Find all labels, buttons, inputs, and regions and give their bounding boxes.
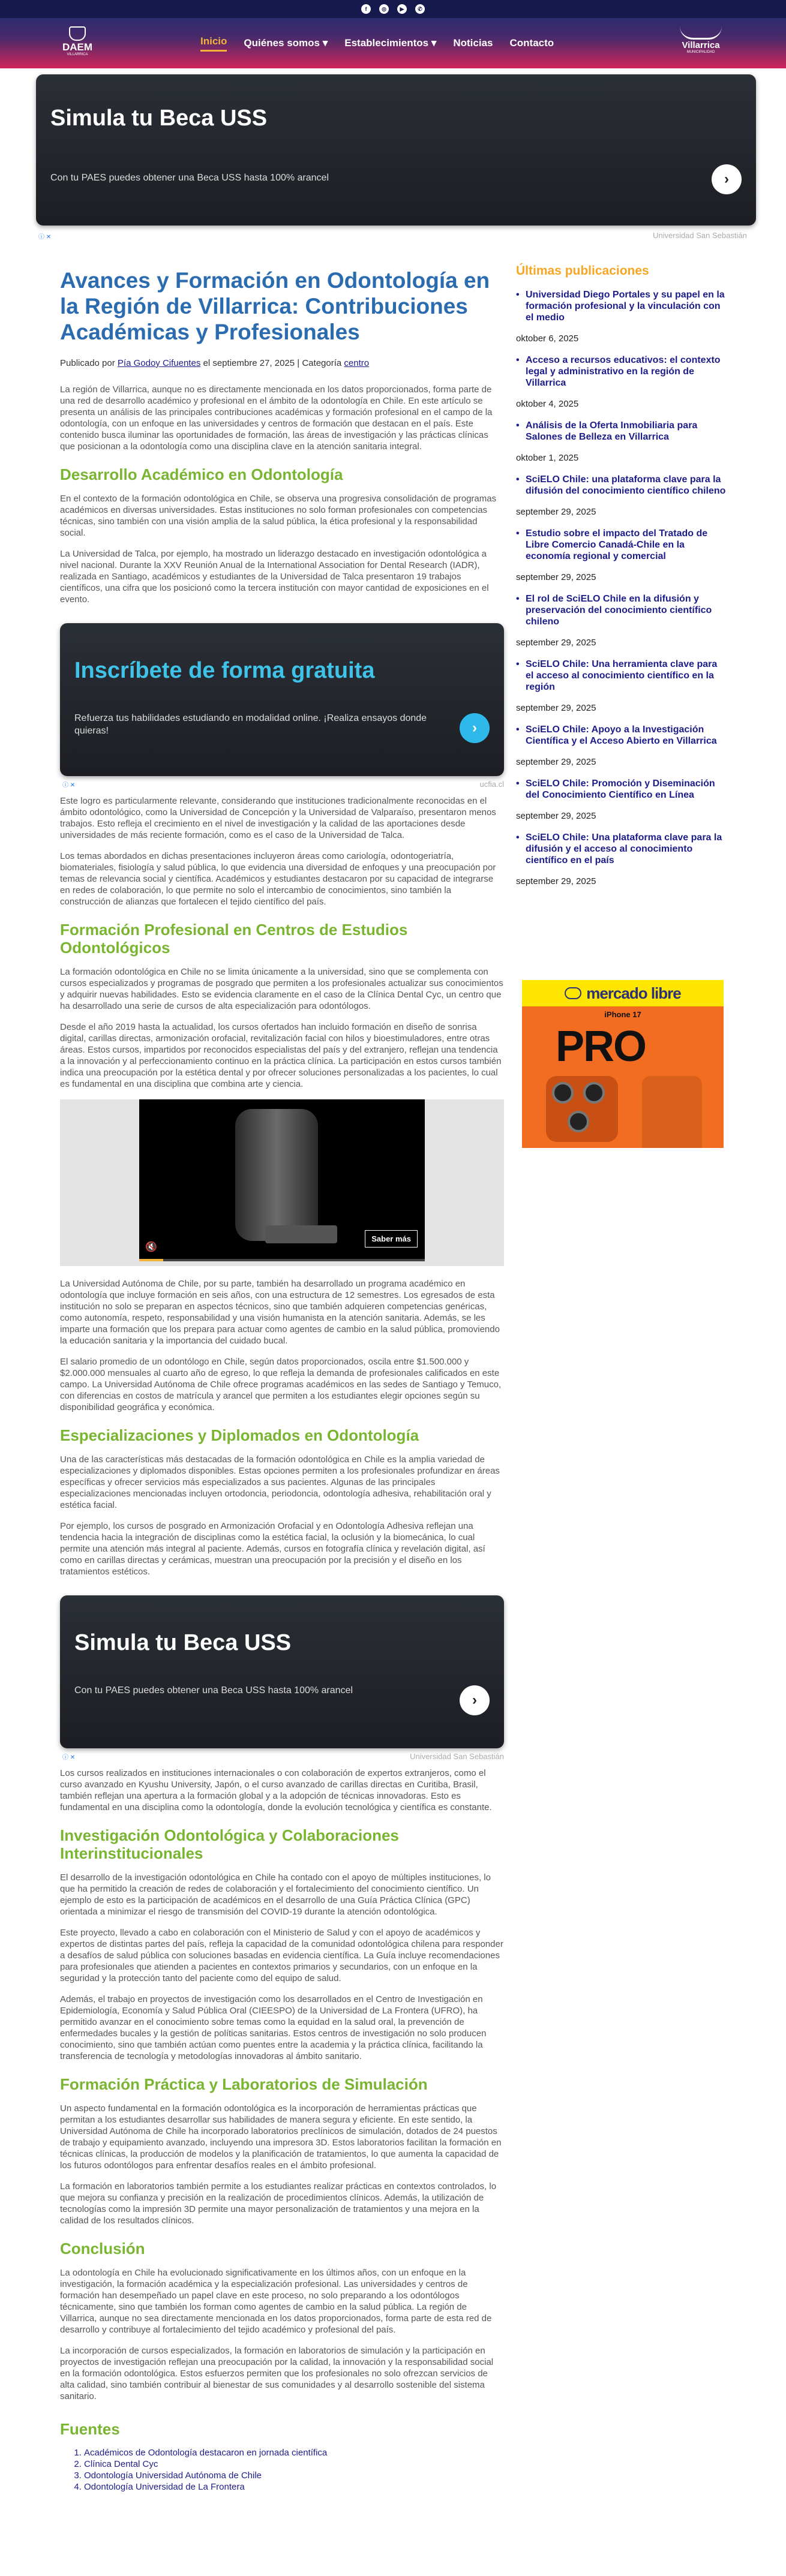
- ad-brand: mercado libre: [586, 984, 681, 1002]
- video-progress-bar[interactable]: [139, 1259, 425, 1261]
- meta-category-prefix: | Categoría: [297, 358, 342, 368]
- instagram-icon[interactable]: ◎: [379, 4, 389, 14]
- ad-title: Simula tu Beca USS: [50, 106, 268, 131]
- author-link[interactable]: Pía Godoy Cifuentes: [117, 358, 201, 368]
- phone-image: [642, 1076, 702, 1148]
- handshake-icon: [565, 987, 581, 999]
- meta-prefix: Publicado por: [60, 358, 115, 368]
- ad-source: ucfia.cl: [479, 780, 504, 789]
- sidebar-post-date: september 29, 2025: [516, 507, 596, 517]
- ad-subtitle: Con tu PAES puedes obtener una Beca USS hasta 100% arancel: [74, 1685, 353, 1696]
- inline-ad-banner[interactable]: [60, 623, 504, 776]
- paragraph: Por ejemplo, los cursos de posgrado en Armonización Orofacial y en Odontología Adhesiva reflejan una tendencia hacia la integración de disciplinas como la estética facial, la oclusión y la biomecánica, lo cual permite una atención más integral al paciente. Además, cursos en fotografía clínica y revelación digital, así como en carillas directas y cerámicas, muestran una preocupación por la precisión y el diseño en los tratamientos estéticos.: [60, 1521, 485, 1577]
- menu-item-contacto[interactable]: Contacto: [509, 37, 554, 49]
- mercadolibre-ad[interactable]: [522, 980, 724, 1148]
- section-heading: Desarrollo Académico en Odontología: [60, 465, 343, 483]
- menu-item-noticias[interactable]: Noticias: [453, 37, 493, 49]
- sidebar-post-date: september 29, 2025: [516, 638, 596, 648]
- daem-logo[interactable]: [56, 26, 98, 60]
- ad-arrow-icon[interactable]: ›: [460, 713, 490, 743]
- paragraph: El salario promedio de un odontólogo en Chile, según datos proporcionados, oscila entre $1.500.000 y $2.000.000 mensuales al cuarto año de egreso, lo que refleja la demanda de profesionales calificados en este campo. La Universidad Autónoma de Chile ofrece programas académicos en las sedes de Santiago y Temuco, con diferencias en costos de matrícula y arancel que permiten a los estudiantes elegir opciones según su disponibilidad geográfica y económica.: [60, 1357, 502, 1412]
- section-heading: Formación Profesional en Centros de Estudios Odontológicos: [60, 921, 408, 957]
- sidebar-post-date: oktober 1, 2025: [516, 453, 579, 463]
- paragraph: Este logro es particularmente relevante, considerando que instituciones tradicionalmente reconocidas en el ámbito odontológico, como la Universidad de Concepción y la Universidad de Valparaíso, presentaron menos trabajos. Esto refleja el crecimiento en el nivel de investigación y la calidad de las aportaciones desde universidades de más reciente formación, como es el caso de la Universidad de Talca.: [60, 796, 496, 840]
- sidebar-post-link[interactable]: • SciELO Chile: Apoyo a la Investigación Científica y el Acceso Abierto en Villarrica: [516, 724, 726, 747]
- whatsapp-icon[interactable]: ✆: [415, 4, 425, 14]
- paragraph: La odontología en Chile ha evolucionado significativamente en los últimos años, con un enfoque en la investigación, la formación académica y la especialización profesional. Las universidades y centros de formación han desempeñado un papel clave en este proceso, no solo preparando a los odontólogos técnicamente, sino que también los forman como agentes de cambio en la salud pública. La región de Villarrica, aunque no sea directamente mencionada en los datos proporcionados, forma parte de esta red de desarrollo y contribuye al fortalecimiento del tejido académico y profesional del país.: [60, 2268, 492, 2335]
- ad-source: Universidad San Sebastián: [653, 231, 747, 240]
- ad-arrow-icon[interactable]: ›: [712, 164, 742, 194]
- sidebar-post-link[interactable]: • Análisis de la Oferta Inmobiliaria para Salones de Belleza en Villarrica: [516, 420, 726, 443]
- camera-image: [546, 1076, 618, 1142]
- top-ad-banner[interactable]: [36, 74, 756, 226]
- sidebar-post-link[interactable]: • El rol de SciELO Chile en la difusión y preservación del conocimiento científico chileno: [516, 593, 726, 627]
- category-link[interactable]: centro: [344, 358, 370, 368]
- adchoices-icon[interactable]: ⓘ ✕: [62, 1754, 76, 1761]
- article-meta: [60, 358, 504, 368]
- menu-item-quienes-somos[interactable]: Quiénes somos ▾: [244, 37, 328, 49]
- logo-right-subtitle: MUNICIPALIDAD: [686, 50, 715, 54]
- logo-right-title: Villarrica: [682, 40, 720, 50]
- mercadolibre-header: [522, 980, 724, 1006]
- ad-title: Inscríbete de forma gratuita: [74, 658, 375, 683]
- youtube-icon[interactable]: ▶: [397, 4, 407, 14]
- paragraph: La región de Villarrica, aunque no es directamente mencionada en los datos proporcionados, forma parte de una red de desarrollo académico y profesional en el ámbito de la odontología en Chile. En este artículo se presenta un análisis de las principales contribuciones académicas y formación profesional en el campo de la odontología, con un enfoque en las universidades y centros de formación que destacan en el país. Este contenido busca iluminar las oportunidades de formación, las áreas de investigación y las prácticas clínicas que posicionan a la odontología como una disciplina clave en la atención sanitaria integral.: [60, 384, 493, 452]
- sidebar: [516, 264, 726, 886]
- ad-product: iPhone 17: [604, 1010, 641, 1019]
- ad-subtitle: Refuerza tus habilidades estudiando en modalidad online. ¡Realiza ensayos donde quieras!: [74, 713, 427, 736]
- video-ad[interactable]: [60, 1099, 504, 1266]
- section-heading: Formación Práctica y Laboratorios de Simulación: [60, 2075, 428, 2093]
- source-link[interactable]: 4. Odontología Universidad de La Frontera: [84, 2481, 504, 2493]
- sources-heading: Fuentes: [60, 2420, 120, 2438]
- logo-subtitle: VILLARRICA: [67, 53, 88, 56]
- paragraph: En el contexto de la formación odontológica en Chile, se observa una progresiva consolidación de programas académicos en diversas universidades. Estas instituciones no solo forman profesionales con competencias técnicas, sino también con una visión amplia de la salud pública, la ética profesional y la responsabilidad social.: [60, 494, 497, 538]
- ad-source: Universidad San Sebastián: [410, 1752, 504, 1761]
- paragraph: La formación odontológica en Chile no se limita únicamente a la universidad, sino que se complementa con cursos especializados y programas de posgrado que permiten a los profesionales actualizar sus conocimientos y adquirir nuevas habilidades. Esto se evidencia claramente en el caso de la Clínica Dental Cyc, un centro que ha desarrollado una serie de cursos de alta especialización para odontólogos.: [60, 967, 503, 1011]
- sidebar-post-date: september 29, 2025: [516, 811, 596, 821]
- main-menu: [200, 18, 554, 68]
- sources-list: [60, 2447, 504, 2493]
- sidebar-post-link[interactable]: • SciELO Chile: una plataforma clave para la difusión del conocimiento científico chileno: [516, 474, 726, 497]
- sidebar-post-link[interactable]: • Universidad Diego Portales y su papel en la formación profesional y la vinculación con el medio: [516, 289, 726, 323]
- section-heading: Investigación Odontológica y Colaboraciones Interinstitucionales: [60, 1826, 399, 1862]
- ad-subtitle: Con tu PAES puedes obtener una Beca USS hasta 100% arancel: [50, 173, 329, 183]
- paragraph: Los cursos realizados en instituciones internacionales o con colaboración de expertos extranjeros, como el curso avanzado en Kyushu University, Japón, o el curso avanzado de carillas directas en Curitiba, Brasil, también reflejan una apertura a la formación global y a la adopción de técnicas innovadoras. Esto es fundamental en una disciplina como la odontología, donde la evolución tecnológica y científica es constante.: [60, 1768, 492, 1812]
- paragraph: Este proyecto, llevado a cabo en colaboración con el Ministerio de Salud y con el apoyo de académicos y expertos de distintas partes del país, refleja la capacidad de la comunidad odontológica chilena para responder a desafíos de salud pública con soluciones basadas en evidencia científica. La Guía incluye recomendaciones para profesionales que atienden a pacientes en contextos primarios y secundarios, con un enfoque en la seguridad y la protección tanto del paciente como del equipo de salud.: [60, 1928, 503, 1983]
- paragraph: La formación en laboratorios también permite a los estudiantes realizar prácticas en contextos controlados, lo que mejora su confianza y precisión en la realización de procedimientos clínicos. Además, la utilización de tecnologías como la impresión 3D permite una mayor personalización de tratamientos y una mejora en la calidad de los resultados clínicos.: [60, 2181, 497, 2226]
- paragraph: El desarrollo de la investigación odontológica en Chile ha contado con el apoyo de múltiples instituciones, lo que ha permitido la creación de redes de colaboración y el fortalecimiento del conocimiento científico. Un ejemplo de esto es la participación de académicos en el desarrollo de una Guía Práctica Clínica (GPC) orientada a minimizar el riesgo de transmisión del COVID-19 durante la atención odontológica.: [60, 1872, 491, 1917]
- sidebar-post-link[interactable]: • SciELO Chile: Promoción y Diseminación del Conocimiento Científico en Línea: [516, 778, 726, 801]
- wave-icon: [680, 26, 722, 40]
- paragraph: La Universidad de Talca, por ejemplo, ha mostrado un liderazgo destacado en investigación odontológica a nivel nacional. Durante la XXV Reunión Anual de la International Association for Dental Research (IADR), realizada en Santiago, académicos y estudiantes de la Universidad de Talca presentaron 19 trabajos científicos, una cifra que los posicionó como la tercera institución con mayor cantidad de exposiciones en el evento.: [60, 549, 489, 605]
- paragraph: Los temas abordados en dichas presentaciones incluyeron áreas como cariología, odontogeriatría, biomateriales, fisiología y salud pública, lo que evidencia una diversidad de enfoques y una preocupación por temas de relevancia social y científica. Académicos y estudiantes destacaron por su capacidad de integrarse en redes de colaboración, lo que permite no solo el intercambio de conocimientos, sino también la construcción de alianzas que fortalecen el tejido científico del país.: [60, 851, 496, 907]
- crest-icon: [69, 26, 86, 41]
- paragraph: Además, el trabajo en proyectos de investigación como los desarrollados en el Centro de Investigación en Epidemiología, Economía y Salud Pública Oral (CIEESPO) de la Universidad de La Frontera (UFRO), ha permitido avanzar en el conocimiento sobre temas como la equidad en la salud oral, la prevención de enfermedades bucales y la gestión de políticas sanitarias. Estos centros de investigación no solo producen conocimiento, sino que también actúan como puentes entre la academia y la práctica clínica, facilitando la transferencia de tecnología y metodologías innovadoras al ámbito sanitario.: [60, 1994, 487, 2061]
- meta-date: el septiembre 27, 2025: [203, 358, 295, 368]
- paragraph: Un aspecto fundamental en la formación odontológica es la incorporación de herramientas prácticas que permitan a los estudiantes desarrollar sus habilidades de manera segura y eficiente. En este sentido, la Universidad Autónoma de Chile ha incorporado laboratorios preclínicos de simulación, dotados de 24 puestos de trabajo y equipamiento avanzado, incluyendo una impresora 3D. Estos laboratorios facilitan la formación en técnicas clínicas, la producción de modelos y la planificación de tratamientos, lo que aumenta la capacidad de los futuros odontólogos para enfrentar desafíos reales en el ámbito profesional.: [60, 2103, 502, 2171]
- adchoices-icon[interactable]: ⓘ ✕: [62, 782, 76, 789]
- sidebar-post-date: september 29, 2025: [516, 703, 596, 713]
- sidebar-post-date: september 29, 2025: [516, 757, 596, 767]
- article: [60, 267, 504, 2493]
- sidebar-title: Últimas publicaciones: [516, 264, 649, 278]
- article-title: Avances y Formación en Odontología en la Región de Villarrica: Contribuciones Académicas y Profesionales: [60, 268, 490, 344]
- menu-item-establecimientos[interactable]: Establecimientos ▾: [344, 37, 437, 49]
- paragraph: La incorporación de cursos especializados, la formación en laboratorios de simulación y la participación en proyectos de investigación reflejan una preocupación por la calidad, la innovación y la responsabilidad social en la formación odontológica. Estos esfuerzos permiten que los profesionales no solo ofrezcan servicios de alta calidad, sino también contribuir al bienestar de sus comunidades y al desarrollo sostenible del sistema sanitario.: [60, 2346, 494, 2401]
- device-base: [265, 1225, 337, 1243]
- source-link[interactable]: 2. Clínica Dental Cyc: [84, 2458, 504, 2470]
- main-navbar: [0, 18, 786, 68]
- paragraph: Desde el año 2019 hasta la actualidad, los cursos ofertados han incluido formación en diseño de sonrisa digital, carillas directas, armonización orofacial, revitalización facial con hilos y bioestimuladores, entre otras áreas. Estos cursos, impartidos por reconocidos especialistas del país y del extranjero, reflejan una tendencia a la innovación y al perfeccionamiento continuo en la práctica clínica. La participación en estos cursos también indica una preocupación por la estética dental y por ofrecer soluciones personalizadas a los pacientes, lo cual es fundamental en una disciplina que combina arte y ciencia.: [60, 1022, 502, 1089]
- sidebar-post-date: september 29, 2025: [516, 572, 596, 582]
- menu-item-inicio[interactable]: Inicio: [200, 35, 227, 52]
- video-player[interactable]: [139, 1099, 425, 1261]
- adchoices-icon[interactable]: ⓘ ✕: [38, 234, 52, 241]
- paragraph: La Universidad Autónoma de Chile, por su parte, también ha desarrollado un programa académico en odontología que incluye formación en seis años, con una estructura de 12 semestres. Los egresados de esta institución no solo se preparan en aspectos técnicos, sino que también adquieren competencias genéricas, como autonomía, respeto, responsabilidad y una visión humanista en la atención sanitaria. Además, se les imparte una formación que los prepara para actuar como agentes de cambio en la salud pública, promoviendo la educación sanitaria y la importancia del cuidado bucal.: [60, 1279, 500, 1346]
- social-topbar: [0, 0, 786, 18]
- sidebar-post-link[interactable]: • SciELO Chile: Una plataforma clave para la difusión y el acceso al conocimiento científico en el país: [516, 832, 726, 866]
- section-heading: Especializaciones y Diplomados en Odontología: [60, 1426, 419, 1444]
- logo-title: DAEM: [62, 41, 93, 53]
- sidebar-post-link[interactable]: • Acceso a recursos educativos: el contexto legal y administrativo en la región de Villarrica: [516, 354, 726, 389]
- inline-ad-banner-2[interactable]: [60, 1595, 504, 1748]
- sidebar-post-date: september 29, 2025: [516, 876, 596, 886]
- facebook-icon[interactable]: f: [361, 4, 371, 14]
- sidebar-post-date: oktober 4, 2025: [516, 399, 579, 409]
- ad-arrow-icon[interactable]: ›: [460, 1685, 490, 1715]
- section-heading: Conclusión: [60, 2240, 145, 2258]
- source-link[interactable]: 1. Académicos de Odontología destacaron en jornada científica: [84, 2447, 504, 2458]
- device-image: [235, 1109, 318, 1241]
- source-link[interactable]: 3. Odontología Universidad Autónoma de Chile: [84, 2470, 504, 2481]
- paragraph: Una de las características más destacadas de la formación odontológica en Chile es la amplia variedad de especializaciones y diplomados disponibles. Estas opciones permiten a los profesionales profundizar en áreas específicas y ofrecer servicios más especializados a sus pacientes. Algunas de las principales especializaciones mencionadas incluyen ortodoncia, periodoncia, odontología adhesiva, rehabilitación oral y estética facial.: [60, 1454, 500, 1510]
- villarrica-logo[interactable]: [672, 26, 730, 60]
- mute-icon[interactable]: 🔇: [145, 1242, 157, 1252]
- sidebar-post-date: oktober 6, 2025: [516, 333, 579, 344]
- ad-model: PRO: [556, 1023, 646, 1071]
- ad-title: Simula tu Beca USS: [74, 1630, 292, 1655]
- sidebar-post-link[interactable]: • SciELO Chile: Una herramienta clave para el acceso al conocimiento científico en la región: [516, 659, 726, 693]
- sidebar-post-link[interactable]: • Estudio sobre el impacto del Tratado de Libre Comercio Canadá-Chile en la economía regional y comercial: [516, 528, 726, 562]
- saber-mas-button[interactable]: Saber más: [365, 1230, 418, 1248]
